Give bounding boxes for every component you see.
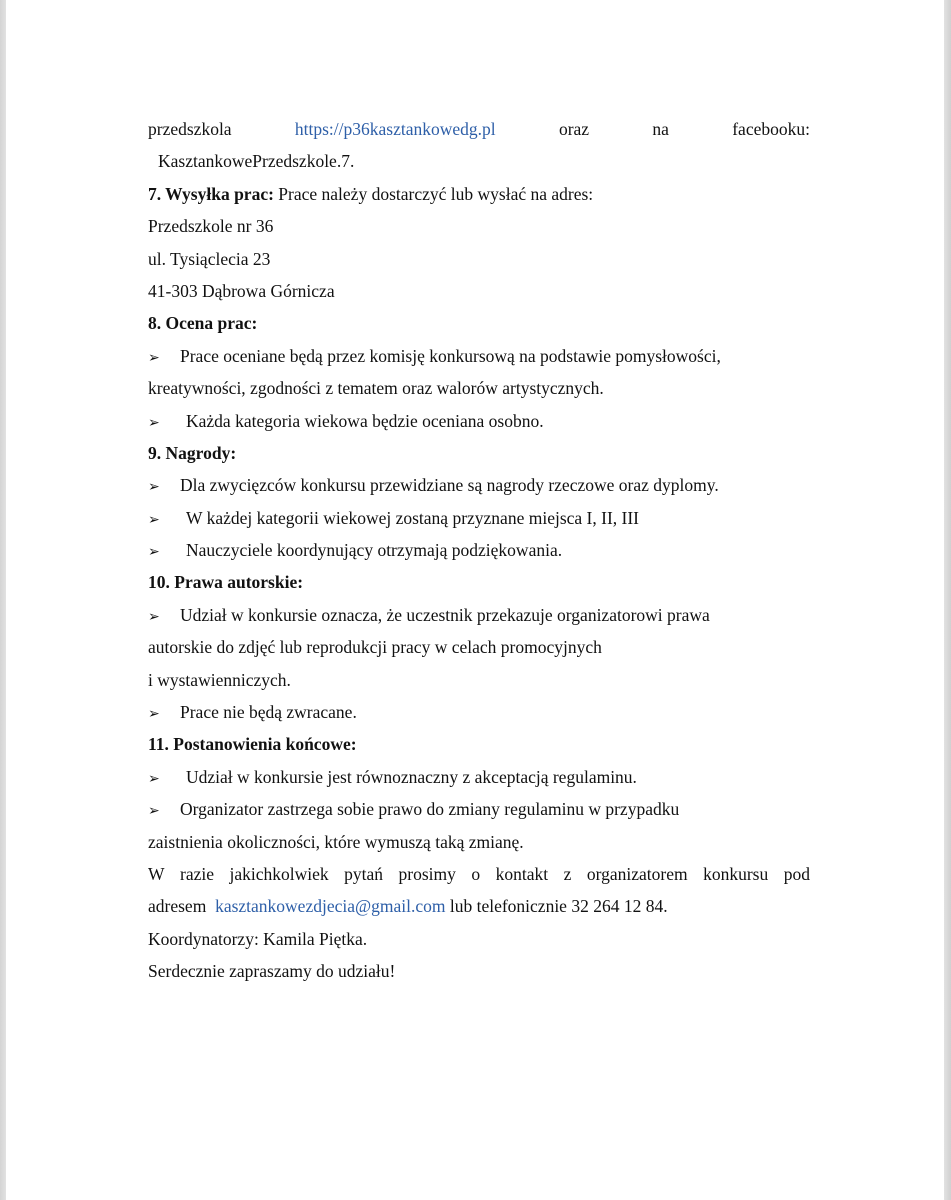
list-item-continuation: zaistnienia okoliczności, które wymuszą taką zmianę. xyxy=(148,831,524,852)
list-item-text: Nauczyciele koordynujący otrzymają podziękowania. xyxy=(186,540,563,561)
facebook-name-line: KasztankowePrzedszkole.7. xyxy=(158,151,355,172)
text-word: facebooku: xyxy=(732,119,810,139)
list-item-text: Każda kategoria wiekowa będzie oceniana osobno. xyxy=(186,410,544,431)
list-item-continuation: i wystawienniczych. xyxy=(148,669,291,690)
text-word: prosimy xyxy=(398,863,456,884)
list-item xyxy=(148,696,810,728)
section-8-heading: 8. Ocena prac: xyxy=(148,313,258,334)
section-11-heading: 11. Postanowienia końcowe: xyxy=(148,734,357,755)
website-link[interactable]: https://p36kasztankowedg.pl xyxy=(294,119,496,139)
list-item xyxy=(148,761,810,793)
text-word: o xyxy=(471,863,481,884)
text-word: z xyxy=(563,863,572,884)
list-item xyxy=(148,793,810,825)
list-item-text: Dla zwycięzców konkursu przewidziane są nagrody rzeczowe oraz dyplomy. xyxy=(180,475,719,496)
text-word: konkursu xyxy=(703,863,769,884)
text: adresem xyxy=(148,896,211,917)
address-line-2: ul. Tysiąclecia 23 xyxy=(148,248,271,269)
text-word: oraz xyxy=(558,119,590,139)
list-item-text: Organizator zastrzega sobie prawo do zmiany regulaminu w przypadku xyxy=(180,799,680,820)
text-word: organizatorem xyxy=(586,863,688,884)
text-word: jakichkolwiek xyxy=(229,863,329,884)
list-item-text: W każdej kategorii wiekowej zostaną przyznane miejsca I, II, III xyxy=(186,507,640,528)
arrow-bullet-icon: ➢ xyxy=(148,544,160,561)
arrow-bullet-icon: ➢ xyxy=(148,706,160,723)
list-item xyxy=(148,469,810,501)
text-word: W xyxy=(148,863,165,884)
website-line xyxy=(148,113,810,145)
arrow-bullet-icon: ➢ xyxy=(148,349,160,366)
list-item-continuation: kreatywności, zgodności z tematem oraz walorów artystycznych. xyxy=(148,378,604,399)
list-item-text: Prace nie będą zwracane. xyxy=(180,702,357,723)
list-item-text: Prace oceniane będą przez komisję konkursową na podstawie pomysłowości, xyxy=(180,345,721,366)
section-7-text: Prace należy dostarczyć lub wysłać na adres: xyxy=(273,183,594,204)
list-item-text: Udział w konkursie oznacza, że uczestnik przekazuje organizatorowi prawa xyxy=(180,604,710,625)
arrow-bullet-icon: ➢ xyxy=(148,803,160,820)
list-item-continuation: autorskie do zdjęć lub reprodukcji pracy w celach promocyjnych xyxy=(148,637,602,658)
section-10-heading: 10. Prawa autorskie: xyxy=(148,572,304,593)
page-content xyxy=(148,113,810,988)
address-line-1: Przedszkole nr 36 xyxy=(148,216,274,237)
section-7-line xyxy=(148,178,810,210)
text-word: przedszkola xyxy=(148,119,232,139)
section-7-heading: 7. Wysyłka prac: xyxy=(148,183,274,204)
section-9-heading: 9. Nagrody: xyxy=(148,442,237,463)
coordinators-line: Koordynatorzy: Kamila Piętka. xyxy=(148,928,368,949)
list-item xyxy=(148,534,810,566)
email-link[interactable]: kasztankowezdjecia@gmail.com xyxy=(215,896,446,917)
arrow-bullet-icon: ➢ xyxy=(148,770,160,787)
closing-line: Serdecznie zapraszamy do udziału! xyxy=(148,961,396,982)
text-word: razie xyxy=(180,863,215,884)
arrow-bullet-icon: ➢ xyxy=(148,511,160,528)
address-line-3: 41-303 Dąbrowa Górnicza xyxy=(148,280,335,301)
contact-line-2 xyxy=(148,890,810,922)
list-item xyxy=(148,405,810,437)
text-word: pod xyxy=(783,863,810,884)
arrow-bullet-icon: ➢ xyxy=(148,414,160,431)
arrow-bullet-icon: ➢ xyxy=(148,608,160,625)
contact-line-1 xyxy=(148,858,810,890)
list-item-text: Udział w konkursie jest równoznaczny z akceptacją regulaminu. xyxy=(186,766,637,787)
document-page xyxy=(6,2,944,1200)
list-item xyxy=(148,340,810,372)
text-word: kontakt xyxy=(495,863,549,884)
arrow-bullet-icon: ➢ xyxy=(148,479,160,496)
list-item xyxy=(148,502,810,534)
text-word: na xyxy=(652,119,669,139)
text-word: pytań xyxy=(344,863,384,884)
text: lub telefonicznie 32 264 12 84. xyxy=(445,896,668,917)
list-item xyxy=(148,599,810,631)
